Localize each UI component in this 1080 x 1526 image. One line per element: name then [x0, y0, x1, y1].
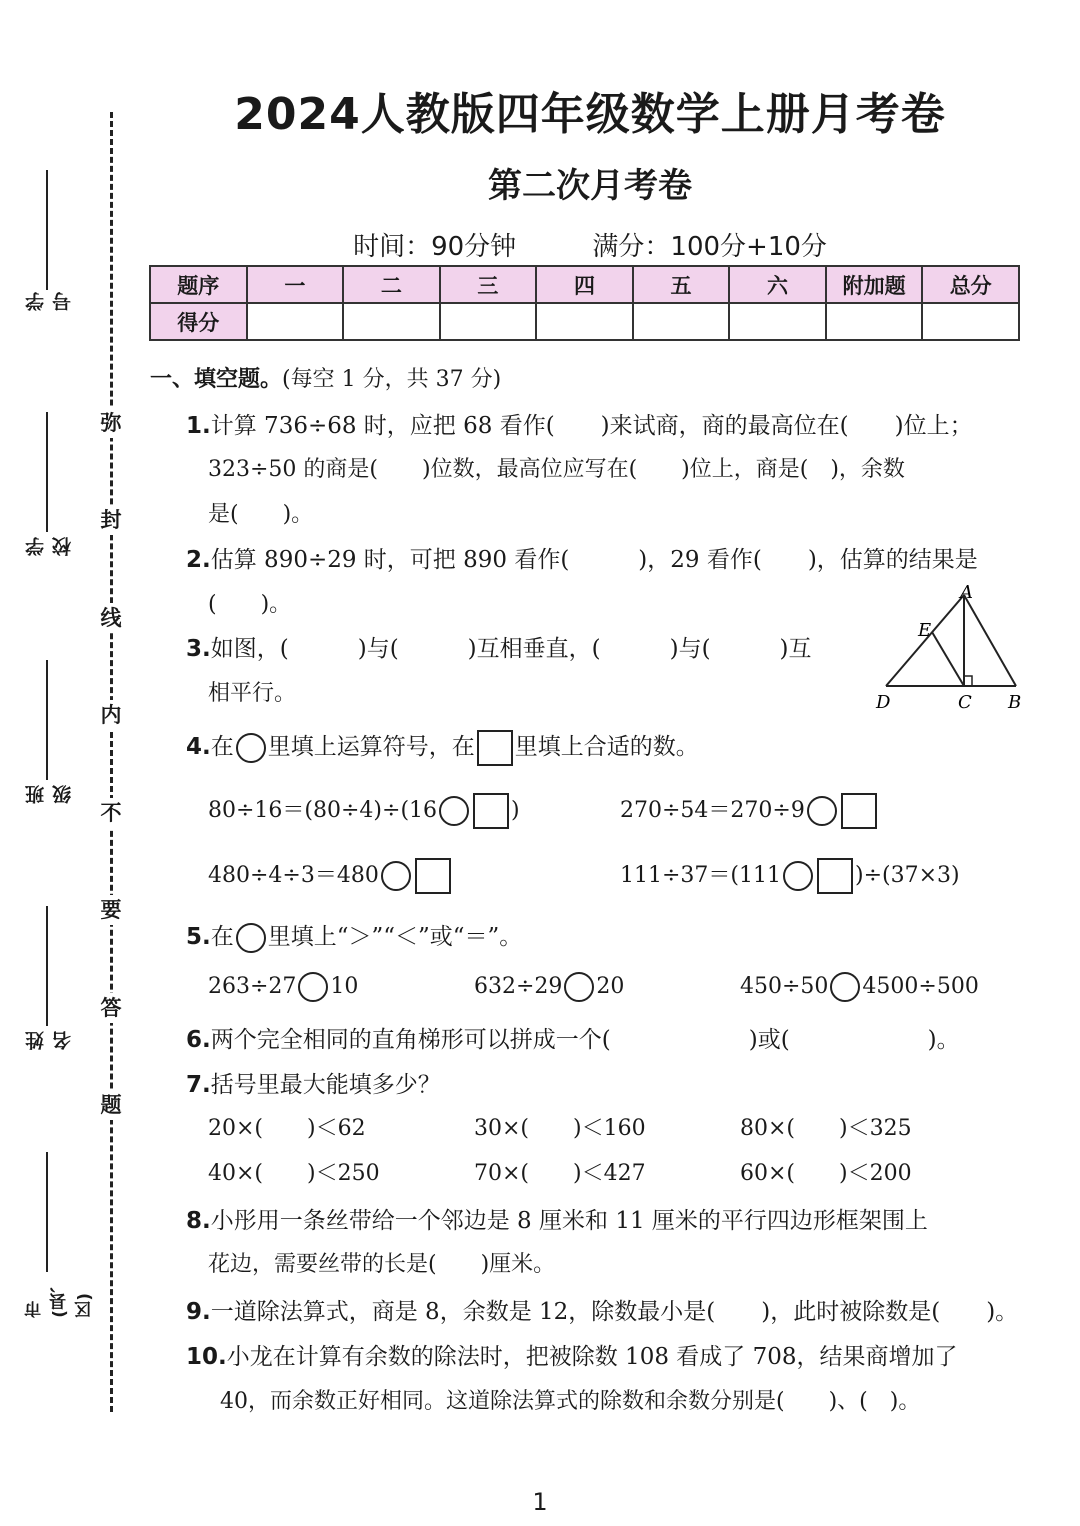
- city-line: [46, 1152, 48, 1272]
- circle-blank-icon: [236, 733, 266, 763]
- question-1: [186, 407, 973, 440]
- q4-expression: 480÷4÷3＝480: [208, 863, 379, 888]
- seal-char: 不: [96, 798, 126, 828]
- seal-char: 弥: [96, 408, 126, 438]
- q5-expression: 632÷29: [474, 974, 563, 999]
- question-2: [186, 541, 978, 574]
- question-text: 里填上“＞”“＜”或“＝”。: [267, 924, 523, 950]
- score-cell[interactable]: [247, 303, 344, 340]
- question-text: 两个完全相同的直角梯形可以拼成一个( )或( )。: [210, 1027, 960, 1053]
- operator-circle-input[interactable]: [439, 796, 469, 826]
- class-line: [46, 660, 48, 780]
- question-number: 4.: [186, 734, 211, 760]
- q5-expression: 20: [596, 974, 625, 999]
- point-label-e: E: [918, 620, 932, 641]
- q4-expression: 80÷16＝(80÷4)÷(16: [208, 798, 438, 823]
- question-10: [186, 1338, 957, 1371]
- student-id-line: [46, 170, 48, 290]
- point-label-c: C: [958, 692, 972, 712]
- seal-char: 题: [96, 1090, 126, 1120]
- question-7: [186, 1066, 441, 1099]
- number-box-input[interactable]: [817, 858, 853, 894]
- city-label: 市(县、区): [25, 1276, 95, 1318]
- seal-char: 要: [96, 895, 126, 925]
- student-id-label: 学号: [25, 292, 74, 311]
- score-header-cell: 二: [343, 266, 440, 303]
- q4-item-a: [208, 793, 520, 829]
- score-row-label: 得分: [150, 303, 247, 340]
- operator-circle-input[interactable]: [381, 861, 411, 891]
- score-cell[interactable]: [729, 303, 826, 340]
- question-text: 在: [210, 924, 234, 950]
- score-header-cell: 四: [536, 266, 633, 303]
- square-blank-icon: [477, 730, 513, 766]
- q7-item: 60×( )＜200: [740, 1161, 912, 1186]
- exam-meta: [140, 226, 1040, 263]
- question-text: 计算 736÷68 时，应把 68 看作( )来试商，商的最高位在( )位上；: [210, 413, 973, 439]
- section-title: [150, 362, 501, 393]
- question-5: [186, 918, 522, 953]
- question-text: 如图，( )与( )互相垂直，( )与( )互: [210, 636, 812, 662]
- number-box-input[interactable]: [841, 793, 877, 829]
- number-box-input[interactable]: [473, 793, 509, 829]
- score-cell[interactable]: [826, 303, 923, 340]
- question-8: [186, 1202, 928, 1235]
- score-cell[interactable]: [536, 303, 633, 340]
- seal-char: 封: [96, 505, 126, 535]
- question-3: [186, 630, 812, 663]
- q5-item-c: [740, 972, 979, 1002]
- question-text: 在: [210, 734, 234, 760]
- question-number: 1.: [186, 413, 211, 439]
- q4-item-d: [620, 858, 960, 894]
- score-cell[interactable]: [343, 303, 440, 340]
- exam-time: 时间：90分钟: [353, 232, 517, 262]
- question-number: 10.: [186, 1344, 227, 1370]
- q4-expression: 111÷37＝(111: [620, 863, 781, 888]
- question-6: [186, 1021, 960, 1054]
- q5-expression: 450÷50: [740, 974, 829, 999]
- operator-circle-input[interactable]: [783, 861, 813, 891]
- question-text: 花边，需要丝带的长是( )厘米。: [208, 1252, 556, 1277]
- question-text: 小龙在计算有余数的除法时，把被除数 108 看成了 708，结果商增加了: [226, 1344, 958, 1370]
- circle-blank-icon: [236, 923, 266, 953]
- score-header-cell: 总分: [922, 266, 1019, 303]
- score-header-cell: 五: [633, 266, 730, 303]
- q7-item: 20×( )＜62: [208, 1116, 366, 1141]
- exam-full-score: 满分：100分+10分: [592, 232, 827, 262]
- score-header-cell: 六: [729, 266, 826, 303]
- compare-circle-input[interactable]: [830, 972, 860, 1002]
- score-header-cell: 题序: [150, 266, 247, 303]
- q4-expression: 270÷54＝270÷9: [620, 798, 805, 823]
- score-cell[interactable]: [922, 303, 1019, 340]
- q7-item: 80×( )＜325: [740, 1116, 912, 1141]
- question-text: 估算 890÷29 时，可把 890 看作( )，29 看作( )，估算的结果是: [210, 547, 978, 573]
- score-cell[interactable]: [633, 303, 730, 340]
- section-heading: 一、填空题。: [150, 367, 283, 392]
- question-number: 5.: [186, 924, 211, 950]
- point-label-b: B: [1008, 692, 1022, 712]
- question-4: [186, 728, 699, 766]
- question-text: ( )。: [208, 592, 292, 617]
- binding-dashed-line: [110, 112, 113, 1412]
- question-text: 括号里最大能填多少？: [210, 1072, 441, 1098]
- question-9: [186, 1293, 1018, 1326]
- number-box-input[interactable]: [415, 858, 451, 894]
- question-text: 相平行。: [208, 681, 297, 706]
- compare-circle-input[interactable]: [564, 972, 594, 1002]
- question-text: 里填上运算符号，在: [267, 734, 475, 760]
- score-header-cell: 一: [247, 266, 344, 303]
- name-label: 姓名: [25, 1031, 74, 1050]
- point-label-d: D: [876, 692, 891, 712]
- q5-expression: 263÷27: [208, 974, 297, 999]
- q5-expression: 4500÷500: [862, 974, 979, 999]
- seal-char: 内: [96, 700, 126, 730]
- section-note: (每空 1 分，共 37 分): [282, 367, 502, 392]
- question-text: 是( )。: [208, 502, 314, 527]
- question-number: 6.: [186, 1027, 211, 1053]
- question-number: 3.: [186, 636, 211, 662]
- seal-char: 答: [96, 993, 126, 1023]
- point-label-a: A: [960, 582, 973, 603]
- q5-expression: 10: [330, 974, 359, 999]
- page-number: 1: [532, 1488, 548, 1516]
- q7-item: 70×( )＜427: [474, 1161, 646, 1186]
- operator-circle-input[interactable]: [807, 796, 837, 826]
- q5-item-b: [474, 972, 624, 1002]
- score-table-row: [150, 303, 1019, 340]
- question-number: 2.: [186, 547, 211, 573]
- question-number: 7.: [186, 1072, 211, 1098]
- q4-item-c: [208, 858, 453, 894]
- school-label: 学校: [25, 537, 74, 556]
- page-subtitle: 第二次月考卷: [488, 166, 692, 206]
- q7-item: 30×( )＜160: [474, 1116, 646, 1141]
- question-text: 323÷50 的商是( )位数，最高位应写在( )位上，商是( )，余数: [208, 457, 905, 482]
- q4-item-b: [620, 793, 879, 829]
- question-text: 一道除法算式，商是 8，余数是 12，除数最小是( )，此时被除数是( )。: [210, 1299, 1019, 1325]
- question-text: 里填上合适的数。: [514, 734, 699, 760]
- q4-expression: ): [511, 798, 520, 823]
- score-header-cell: 三: [440, 266, 537, 303]
- score-header-cell: 附加题: [826, 266, 923, 303]
- q5-item-a: [208, 972, 358, 1002]
- school-line: [46, 412, 48, 532]
- triangle-figure: [870, 582, 1030, 712]
- question-text: 小彤用一条丝带给一个邻边是 8 厘米和 11 厘米的平行四边形框架围上: [210, 1208, 928, 1234]
- score-table: [149, 265, 1020, 341]
- question-number: 9.: [186, 1299, 211, 1325]
- name-line: [46, 906, 48, 1026]
- question-number: 8.: [186, 1208, 211, 1234]
- question-text: 40，而余数正好相同。这道除法算式的除数和余数分别是( )、( )。: [220, 1389, 921, 1414]
- q7-item: 40×( )＜250: [208, 1161, 380, 1186]
- score-cell[interactable]: [440, 303, 537, 340]
- compare-circle-input[interactable]: [298, 972, 328, 1002]
- class-label: 班级: [25, 785, 74, 804]
- q4-expression: )÷(37×3): [855, 863, 960, 888]
- seal-char: 线: [96, 603, 126, 633]
- score-table-header-row: [150, 266, 1019, 303]
- page-title: 2024人教版四年级数学上册月考卷: [234, 89, 946, 140]
